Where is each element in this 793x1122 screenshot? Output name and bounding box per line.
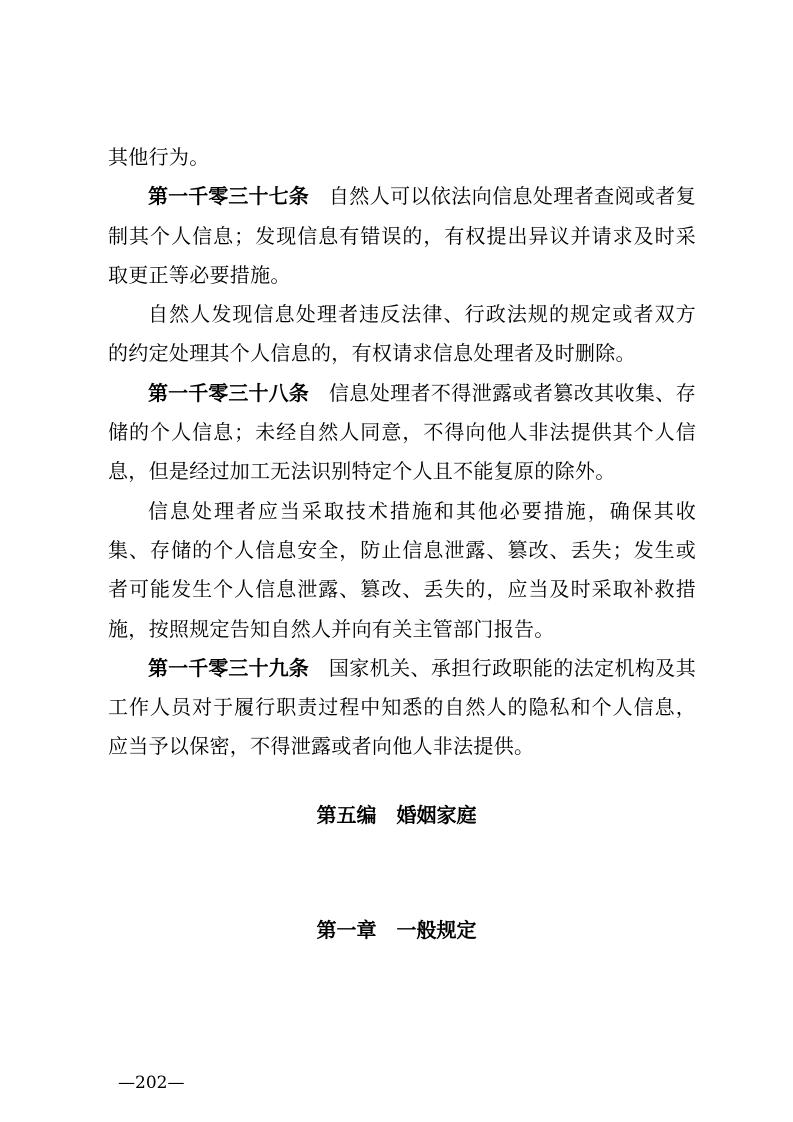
body-text bbox=[108, 138, 696, 767]
article-1038-paragraph-2 bbox=[108, 492, 696, 649]
article-number: 第一千零三十九条 bbox=[148, 655, 309, 680]
part-title bbox=[0, 801, 793, 829]
article-1037-paragraph-2 bbox=[108, 295, 696, 374]
article-text: 信息处理者不得泄露或者篡改其收集、存储的个人信息；未经自然人同意，不得向他人非法提供其个人信息，但是经过加工无法识别特定个人且不能复原的除外。 bbox=[108, 380, 697, 484]
chapter-name: 一般规定 bbox=[396, 918, 477, 942]
part-label: 第五编 bbox=[316, 803, 377, 827]
article-1037 bbox=[108, 177, 696, 295]
article-number: 第一千零三十八条 bbox=[148, 380, 309, 405]
article-number: 第一千零三十七条 bbox=[148, 184, 309, 209]
article-1038 bbox=[108, 374, 696, 492]
paragraph-text: 其他行为。 bbox=[108, 145, 210, 169]
paragraph-text: 自然人发现信息处理者违反法律、行政法规的规定或者双方的约定处理其个人信息的，有权请求信息处理者及时删除。 bbox=[108, 302, 696, 366]
paragraph-text: 信息处理者应当采取技术措施和其他必要措施，确保其收集、存储的个人信息安全，防止信息泄露、篡改、丢失；发生或者可能发生个人信息泄露、篡改、丢失的，应当及时采取补救措施，按照规定告知自然人并向有关主管部门报告。 bbox=[108, 498, 696, 641]
chapter-title bbox=[0, 916, 793, 944]
chapter-label: 第一章 bbox=[316, 918, 377, 942]
part-name: 婚姻家庭 bbox=[396, 803, 477, 827]
article-1039 bbox=[108, 649, 696, 767]
article-text: 国家机关、承担行政职能的法定机构及其工作人员对于履行职责过程中知悉的自然人的隐私和个人信息，应当予以保密，不得泄露或者向他人非法提供。 bbox=[108, 655, 697, 759]
article-text: 自然人可以依法向信息处理者查阅或者复制其个人信息；发现信息有错误的，有权提出异议并请求及时采取更正等必要措施。 bbox=[108, 184, 697, 287]
page-number: —202— bbox=[118, 1073, 185, 1093]
paragraph-continuation bbox=[108, 138, 696, 177]
